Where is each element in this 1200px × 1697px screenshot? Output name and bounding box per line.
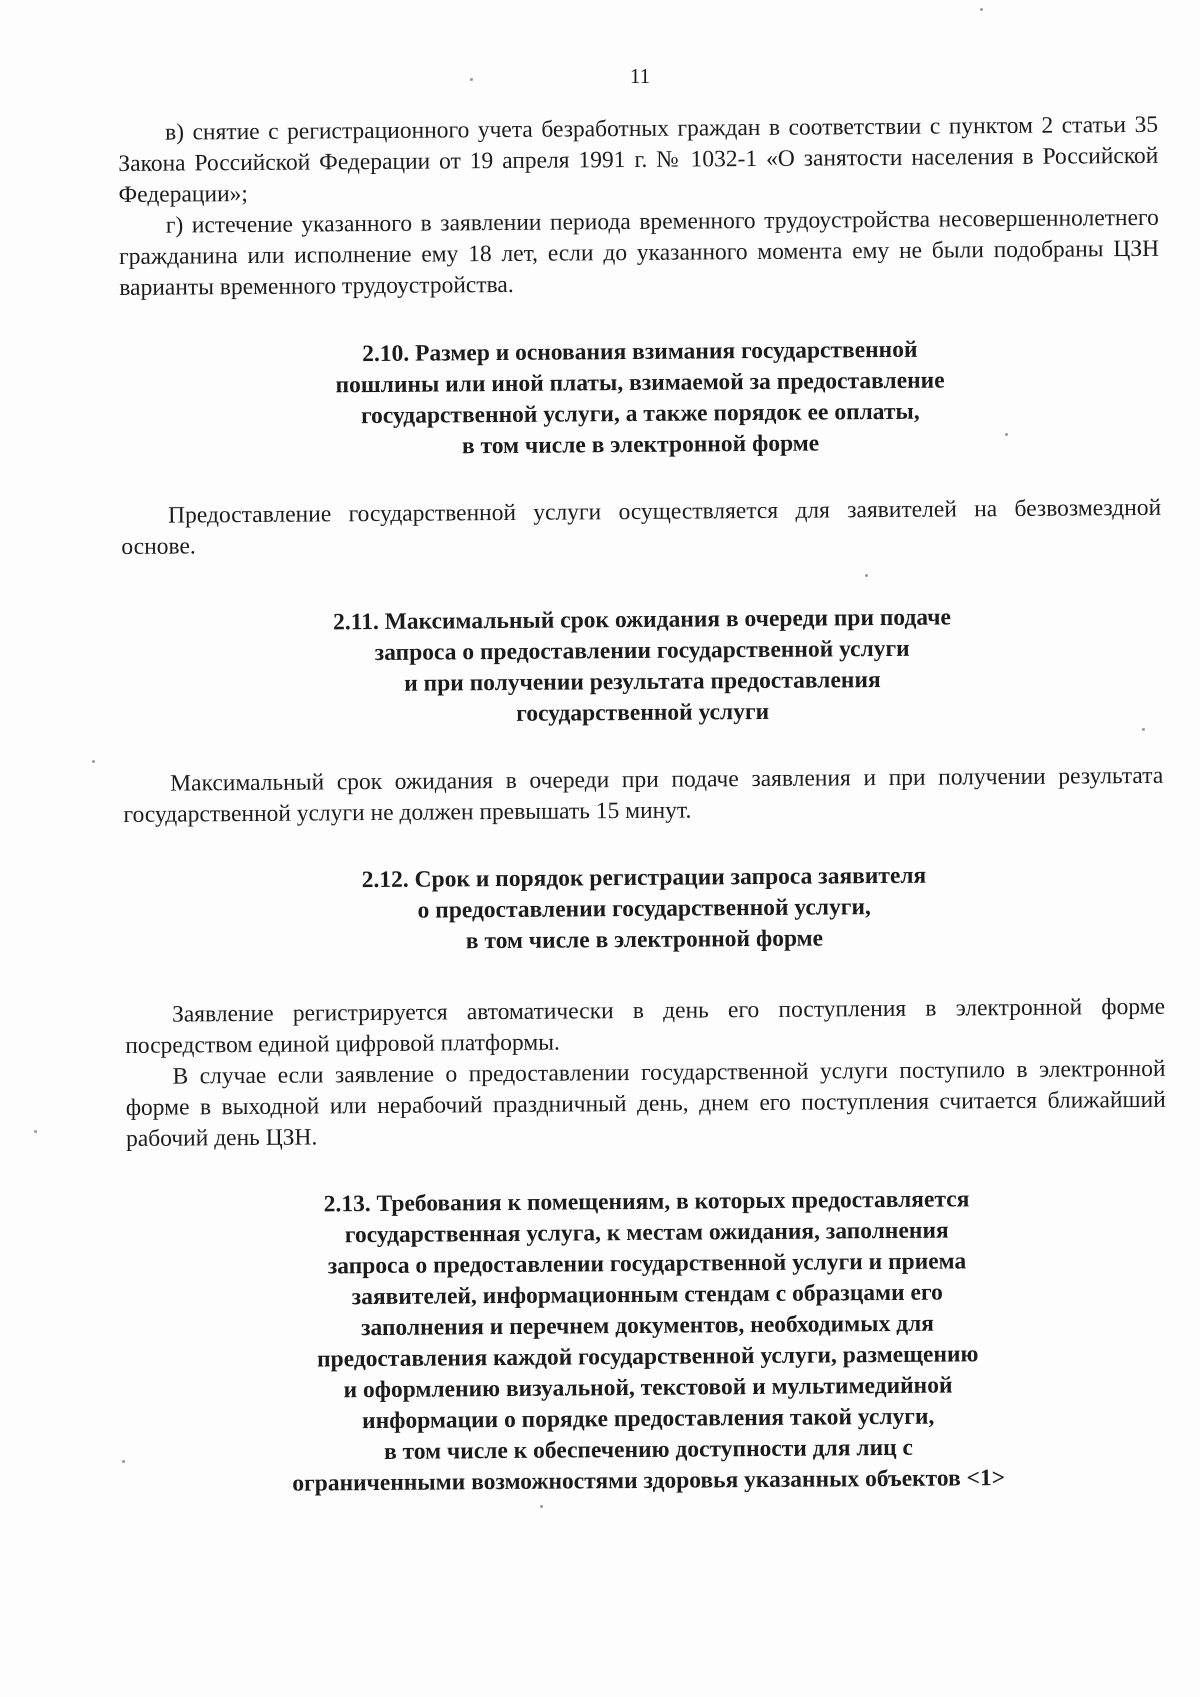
- scan-speck: [34, 1130, 37, 1133]
- section-heading-2-11: [122, 601, 1163, 733]
- heading-line: и оформлению визуальной, текстовой и мультимедийной: [343, 1372, 953, 1404]
- scan-speck: [122, 1460, 125, 1463]
- heading-line: пошлины или иной платы, взимаемой за предоставление: [335, 367, 945, 399]
- heading-line: государственной услуги: [516, 698, 770, 727]
- section-2-13: [126, 1183, 1168, 1501]
- heading-line: в том числе в электронной форме: [465, 925, 824, 955]
- section-2-12: [124, 859, 1166, 1155]
- section-2-11: [122, 601, 1164, 831]
- heading-line: о предоставлении государственной услуги,: [417, 894, 871, 924]
- heading-line: в том числе в электронной форме: [461, 430, 820, 460]
- section-paragraph: В случае если заявление о предоставлении государственной услуги поступило в электронной форме в выходной или нерабочий праздничный день, днем его поступления считается ближайший рабочий день ЦЗН.: [125, 1055, 1166, 1152]
- heading-line: 2.11. Максимальный срок ожидания в очереди при подаче: [332, 604, 951, 636]
- section-paragraph: Предоставление государственной услуги осуществляется для заявителей на безвозмездной основе.: [121, 494, 1162, 560]
- heading-line: 2.13. Требования к помещениям, в которых предоставляется: [323, 1186, 970, 1218]
- heading-line: 2.10. Размер и основания взимания государственной: [362, 336, 918, 368]
- section-2-10: [120, 333, 1162, 563]
- scan-speck: [540, 1505, 543, 1508]
- paragraph-g: г) истечение указанного в заявлении периода временного трудоустройства несовершеннолетнего гражданина или исполнение ему 18 лет, если до указанного момента ему не были подобраны ЦЗН варианты временного трудоустройства.: [118, 204, 1160, 301]
- heading-line: ограниченными возможностями здоровья указанных объектов <1>: [292, 1465, 1006, 1497]
- heading-line: 2.12. Срок и порядок регистрации запроса заявителя: [361, 862, 927, 894]
- heading-line: государственная услуга, к местам ожидания, заполнения: [344, 1217, 949, 1249]
- page-content: [118, 110, 1169, 1501]
- paragraph-v: в) снятие с регистрационного учета безработных граждан в соответствии с пунктом 2 статьи 35 Закона Российской Федерации от 19 апреля 1991 г. № 1032-1 «О занятости населения в Российской Федерации»;: [118, 111, 1159, 208]
- scan-speck: [92, 760, 95, 763]
- heading-line: и при получении результата предоставления: [404, 667, 881, 697]
- scan-speck: [470, 78, 473, 81]
- scan-speck: [865, 574, 868, 577]
- scan-speck: [980, 8, 983, 11]
- section-heading-2-13: [126, 1183, 1168, 1501]
- scan-speck: [1142, 728, 1145, 731]
- scan-speck: [1005, 433, 1008, 436]
- heading-line: заявителей, информационным стендам с образцами его: [351, 1279, 943, 1311]
- heading-line: запроса о предоставлении государственной услуги: [374, 635, 910, 666]
- heading-line: информации о порядке предоставления такой услуги,: [362, 1403, 935, 1435]
- section-paragraph: Максимальный срок ожидания в очереди при подаче заявления и при получении результата государственной услуги не должен превышать 15 минут.: [123, 762, 1164, 828]
- heading-line: в том числе к обеспечению доступности для лиц с: [383, 1434, 914, 1465]
- section-paragraph: Заявление регистрируется автоматически в день его поступления в электронной форме посредством единой цифровой платформы.: [125, 993, 1166, 1059]
- page-number: 11: [629, 64, 651, 88]
- heading-line: заполнения и перечнем документов, необходимых для: [360, 1310, 935, 1342]
- heading-line: государственной услуги, а также порядок ее оплаты,: [360, 398, 920, 430]
- heading-line: предоставления каждой государственной услуги, размещению: [316, 1341, 979, 1373]
- section-heading-2-12: [124, 859, 1165, 960]
- section-heading-2-10: [120, 333, 1161, 465]
- heading-line: запроса о предоставлении государственной услуги и приема: [327, 1248, 967, 1280]
